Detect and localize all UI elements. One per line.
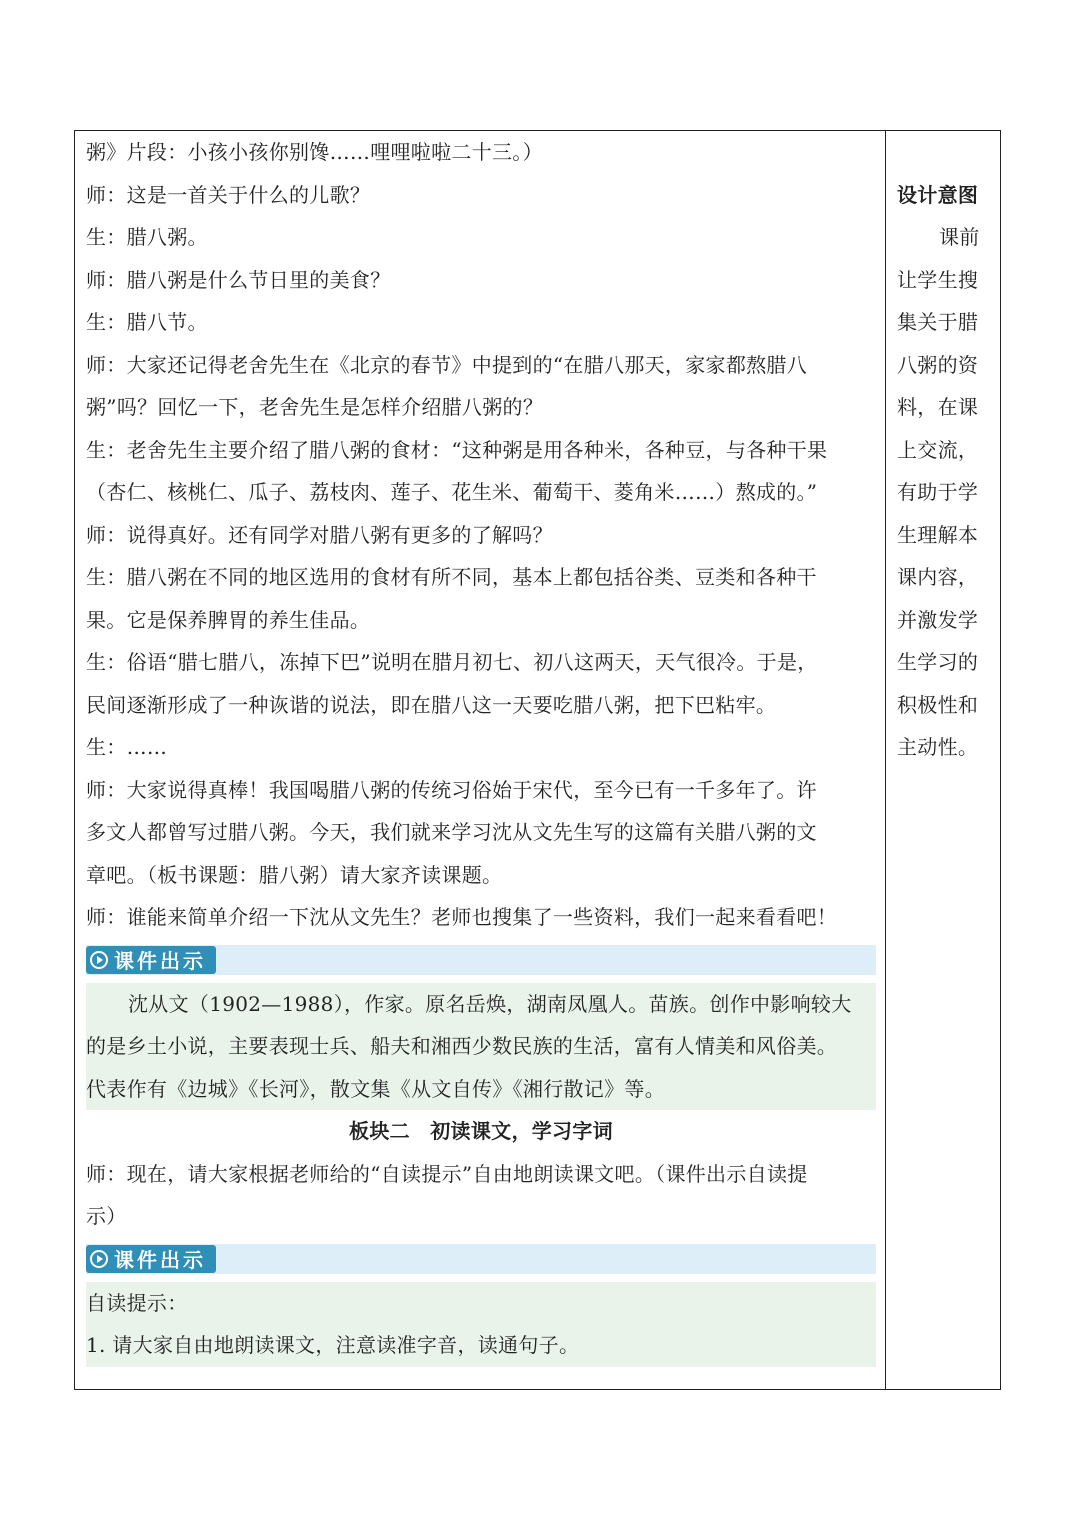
text-line: 八粥的资: [897, 352, 979, 377]
column-divider: [885, 131, 886, 1389]
text-line: 料，在课: [897, 395, 979, 419]
text-line: 师：现在，请大家根据老师给的“自读提示”自由地朗读课文吧。（课件出示自读提: [86, 1161, 808, 1186]
text-line: 生理解本: [897, 522, 979, 547]
text-line: 师：大家说得真棒！我国喝腊八粥的传统习俗始于宋代，至今已有一千多年了。许: [86, 777, 817, 802]
text-line: 章吧。（板书课题：腊八粥）请大家齐读课题。: [86, 862, 503, 887]
text-line: 粥”吗？回忆一下，老舍先生是怎样介绍腊八粥的？: [86, 395, 544, 419]
text-line: 生：腊八节。: [86, 310, 208, 334]
courseware-badge: [86, 1245, 216, 1273]
text-line: 主动性。: [897, 735, 979, 759]
text-line: 师：说得真好。还有同学对腊八粥有更多的了解吗？: [86, 522, 553, 547]
design-intent-title: 设计意图: [897, 182, 979, 207]
text-line: 积极性和: [897, 692, 979, 717]
text-line: （杏仁、核桃仁、瓜子、荔枝肉、莲子、花生米、葡萄干、菱角米……）熬成的。”: [86, 480, 818, 504]
text-line: 民间逐渐形成了一种诙谐的说法，即在腊八这一天要吃腊八粥，把下巴粘牢。: [86, 692, 777, 717]
dialogue-block-a: [86, 131, 876, 939]
text-line: 生：老舍先生主要介绍了腊八粥的食材：“这种粥是用各种米，各种豆，与各种干果: [86, 437, 828, 462]
author-info-box: [86, 983, 876, 1111]
section-heading: 板块二 初读课文，学习字词: [349, 1119, 613, 1143]
text-line: 并激发学: [897, 607, 979, 632]
text-line: 果。它是保养脾胃的养生佳品。: [86, 607, 371, 632]
courseware-label: 课件出示: [114, 1248, 206, 1272]
text-line: 师：大家还记得老舍先生在《北京的春节》中提到的“在腊八那天，家家都熬腊八: [86, 352, 808, 377]
text-line: 多文人都曾写过腊八粥。今天，我们就来学习沈从文先生写的这篇有关腊八粥的文: [86, 820, 817, 844]
text-line: 粥》片段：小孩小孩你别馋……哩哩啦啦二十三。）: [86, 140, 543, 164]
text-line: 课前: [939, 225, 980, 249]
text-line: 示）: [86, 1204, 127, 1228]
text-line: 课内容，: [897, 565, 979, 589]
text-line: 生：……: [86, 735, 168, 759]
text-line: 生学习的: [897, 650, 979, 674]
text-line: 代表作有《边城》《长河》，散文集《从文自传》《湘行散记》等。: [86, 1076, 665, 1101]
text-line: 师：腊八粥是什么节日里的美食？: [86, 267, 391, 292]
play-circle-icon: [90, 1250, 108, 1268]
text-line: 上交流，: [897, 437, 979, 462]
text-line: 有助于学: [897, 480, 979, 504]
text-line: 师：这是一首关于什么的儿歌？: [86, 182, 371, 207]
text-line: 生：腊八粥。: [86, 225, 208, 249]
dialogue-block-b: [86, 1153, 876, 1238]
spacer: [897, 131, 989, 174]
main-column: [86, 131, 876, 1367]
text-line: 1. 请大家自由地朗读课文，注意读准字音，读通句子。: [86, 1333, 580, 1357]
text-line: 生：腊八粥在不同的地区选用的食材有所不同，基本上都包括谷类、豆类和各种干: [86, 565, 817, 589]
play-circle-icon: [90, 951, 108, 969]
courseware-banner: [86, 1244, 876, 1274]
lesson-table: [74, 130, 1001, 1390]
text-line: 生：俗语“腊七腊八，冻掉下巴”说明在腊月初七、初八这两天，天气很冷。于是，: [86, 650, 818, 674]
design-intent-column: [897, 131, 989, 769]
text-line: 师：谁能来简单介绍一下沈从文先生？老师也搜集了一些资料，我们一起来看看吧！: [86, 905, 838, 929]
courseware-banner: [86, 945, 876, 975]
text-line: 让学生搜: [897, 267, 979, 292]
text-line: 的是乡土小说，主要表现士兵、船夫和湘西少数民族的生活，富有人情美和风俗美。: [86, 1034, 838, 1058]
courseware-badge: [86, 946, 216, 974]
text-line: 自读提示：: [86, 1290, 188, 1315]
courseware-label: 课件出示: [114, 949, 206, 973]
reading-tips-box: [86, 1282, 876, 1367]
text-line: 集关于腊: [897, 310, 979, 334]
text-line: 沈从文（1902—1988），作家。原名岳焕，湖南凤凰人。苗族。创作中影响较大: [128, 991, 852, 1016]
